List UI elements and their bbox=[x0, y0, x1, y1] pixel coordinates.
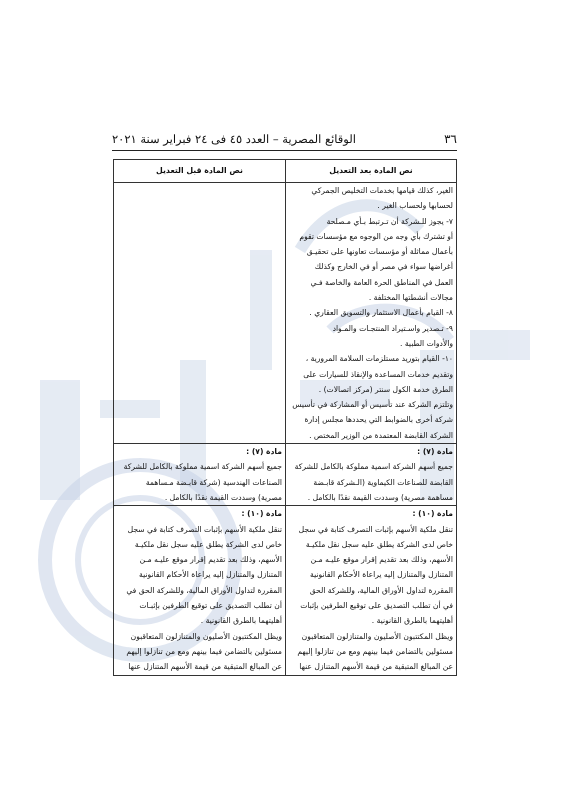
table-header-row bbox=[114, 160, 457, 183]
text-line: المتنازل والمتنازل إليه يراعاة الأحكام القانونية bbox=[310, 570, 453, 580]
text-line: ٨- القيام بأعمال الاستثمار والتسويق العقاري . bbox=[309, 308, 453, 318]
text-line: أغراضها سواء في مصر أو في الخارج وكذلك bbox=[314, 262, 453, 272]
header-rule bbox=[112, 150, 457, 151]
gazette-title: الوقائع المصرية – العدد ٤٥ فى ٢٤ فبراير سنة ٢٠٢١ bbox=[112, 132, 356, 146]
article-heading: مادة (٧) : bbox=[246, 447, 282, 457]
text-line: ١٠- القيام بتوريد مستلزمات السلامة المرورية ، bbox=[305, 354, 453, 364]
text-line: الصناعات الهندسية (شركة قابـضة مـساهمة bbox=[145, 477, 282, 487]
cell-before bbox=[114, 444, 286, 506]
text-line: الشركة القابضة المعتمدة من الوزير المختص . bbox=[309, 430, 453, 440]
text-line: جميع أسهم الشركة اسمية مملوكة بالكامل للشركة bbox=[123, 462, 282, 472]
cell-after bbox=[286, 506, 457, 675]
text-line: مجالات أنشطتها المختلفة . bbox=[368, 293, 453, 303]
table-row bbox=[114, 183, 457, 444]
cell-after bbox=[286, 183, 457, 444]
text-line: مساهمة مصرية) وسددت القيمة نقدًا بالكامل . bbox=[307, 492, 453, 502]
text-line: وتلتزم الشركة عند تأسيس أو المشاركة في تأسيس bbox=[292, 400, 453, 410]
text-line: تنقل ملكية الأسهم بإثبات التصرف كتابة في سجل bbox=[298, 524, 453, 534]
column-header-before: نص المادة قبل التعديل bbox=[114, 160, 286, 183]
text-line: أن تطلب التصديق على توقيع الطرفين بإثبـات bbox=[139, 601, 282, 611]
article-heading: مادة (١٠) : bbox=[241, 509, 282, 519]
article-heading: مادة (١٠) : bbox=[412, 509, 453, 519]
text-line: جميع أسهم الشركة اسمية مملوكة بالكامل للشركة bbox=[294, 462, 453, 472]
text-line: المقررة لتداول الأوراق المالية، وللشركة الحق في bbox=[126, 585, 282, 595]
page-number: ٣٦ bbox=[444, 132, 457, 146]
column-header-after: نص المادة بعد التعديل bbox=[286, 160, 457, 183]
text-line: القابضة للصناعات الكيماوية (الـشركة قابـضة bbox=[313, 477, 453, 487]
text-line: عن المبالغ المتبقية من قيمة الأسهم المتنازل عنها bbox=[128, 662, 282, 672]
page-header bbox=[112, 128, 457, 150]
text-line: ويظل المكتتبون الأصليون والمتنازلون المتعاقبون bbox=[130, 631, 282, 641]
text-line: الطرق خدمة الكول سنتر (مركز اتصالات) . bbox=[318, 384, 453, 394]
text-line: مصرية) وسددت القيمة نقدًا بالكامل . bbox=[164, 492, 282, 502]
text-line: أهليتهما بالطرق القانونية . bbox=[371, 616, 453, 626]
text-line: المتنازل والمتنازل إليه يراعاة الأحكام القانونية bbox=[139, 570, 282, 580]
text-line: أهليتهما بالطرق القانونية . bbox=[200, 616, 282, 626]
text-line: لحسابها ولحساب الغير . bbox=[377, 201, 453, 211]
text-line: وتقديم خدمات المساعدة والإنقاذ للسيارات على bbox=[303, 369, 453, 379]
text-line: أو تشترك بأي وجه من الوجوه مع مؤسسات تقوم bbox=[299, 231, 453, 241]
text-line: بأعمال مماثلة أو مؤسسات تعاونها على تحقيـق bbox=[306, 247, 453, 257]
text-line: الغير، كذلك قيامها بخدمات التخليص الجمركي bbox=[311, 186, 453, 195]
text-line: مسئولين بالتضامن فيما بينهم ومع من تنازلوا إليهم bbox=[297, 646, 453, 656]
text-line: مسئولين بالتضامن فيما بينهم ومع من تنازلوا إليهم bbox=[126, 646, 282, 656]
text-line: شركة أخرى بالضوابط التي يحددها مجلس إدارة bbox=[304, 415, 453, 425]
text-line: عن المبالغ المتبقية من قيمة الأسهم المتنازل عنها bbox=[299, 662, 453, 672]
text-line: الأسهم، وذلك بعد تقديم إقرار موقع عليـه مـن bbox=[310, 555, 453, 565]
text-line: والأدوات الطبية . bbox=[400, 338, 453, 348]
text-line: في أن تطلب التصديق على توقيع الطرفين بإثبات bbox=[300, 601, 453, 611]
text-line: العمل في المناطق الحرة العامة والخاصة فـي bbox=[310, 277, 453, 287]
article-heading: مادة (٧) : bbox=[417, 447, 453, 457]
text-line: الأسهم، وذلك بعد تقديم إقرار موقع عليـه مـن bbox=[139, 555, 282, 565]
cell-before bbox=[114, 183, 286, 444]
text-line: المقررة لتداول الأوراق المالية، وللشركة الحق bbox=[309, 585, 453, 595]
text-line: خاص لدى الشركة يطلق عليه سجل نقل ملكيـة bbox=[134, 539, 282, 549]
cell-before bbox=[114, 506, 286, 675]
text-line: ويظل المكتتبون الأصليون والمتنازلون المتعاقبون bbox=[301, 631, 453, 641]
text-line: ٩- تـصدير واسـتيراد المنتجـات والمـواد bbox=[332, 323, 453, 333]
amendment-table bbox=[113, 159, 457, 676]
cell-after bbox=[286, 444, 457, 506]
text-line: خاص لدى الشركة يطلق عليه سجل نقل ملكيـة bbox=[305, 539, 453, 549]
text-line: تنقل ملكية الأسهم بإثبات التصرف كتابة في سجل bbox=[127, 524, 282, 534]
text-line: ٧- يجوز للـشركة أن تـرتبط بـأي مـصلحة bbox=[326, 216, 453, 226]
table-row bbox=[114, 506, 457, 675]
table-row bbox=[114, 444, 457, 506]
